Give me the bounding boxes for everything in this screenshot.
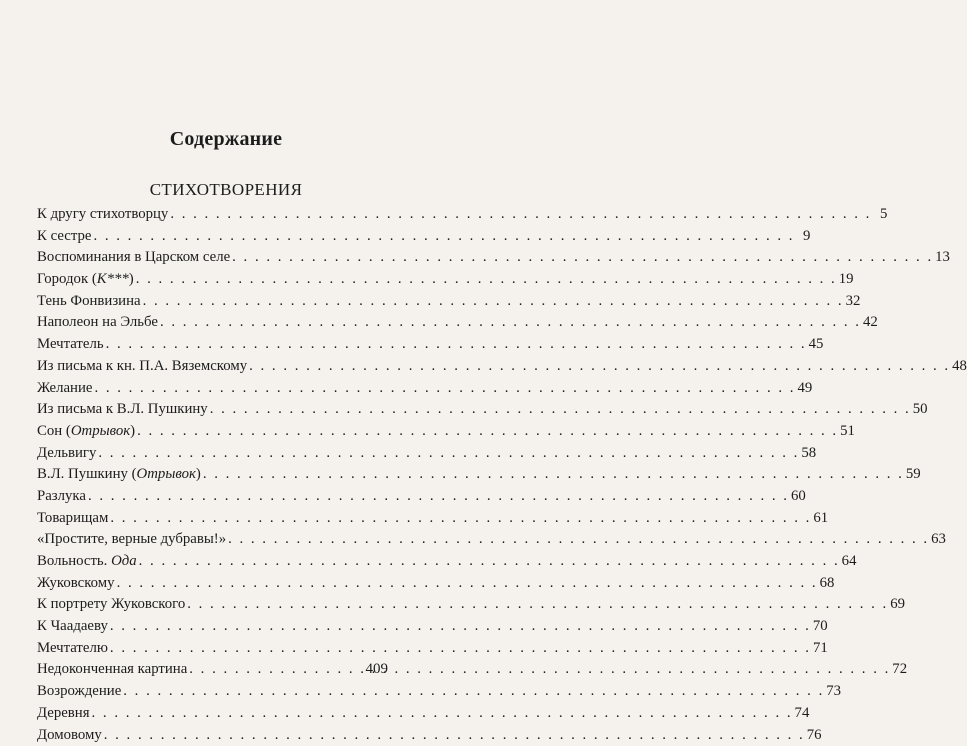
toc-entry-page: 48 [952, 356, 967, 378]
toc-entry-page: 49 [797, 378, 812, 400]
toc-entry-title [37, 269, 134, 291]
toc-entry-title [37, 291, 141, 313]
toc-entry [37, 291, 388, 313]
toc-entry-title [37, 659, 187, 681]
dot-leader [93, 226, 794, 248]
toc-entry [37, 551, 388, 573]
toc-entry-title-text: Деревня [37, 705, 90, 721]
toc-entry-page: 5 [873, 204, 887, 226]
toc-entry-title [37, 399, 208, 421]
toc-entry-title-text: К портрету Жуковского [37, 596, 185, 612]
toc-entry-title-text: Дельвигу [37, 445, 96, 461]
toc-entry-title [37, 443, 96, 465]
toc-entry-title [37, 681, 121, 703]
toc-entry-title-italic: Отрывок [137, 466, 196, 482]
toc-entry-page: 63 [931, 529, 946, 551]
toc-entry-title-text: Вольность. [37, 553, 111, 569]
toc-entry-page: 9 [796, 226, 810, 248]
toc-entry-page: 32 [846, 291, 861, 313]
toc-entry-title-text: Товарищам [37, 510, 108, 526]
toc-entry [37, 573, 388, 595]
toc-entry-page: 51 [840, 421, 855, 443]
toc-entry-title-text: Из письма к В.Л. Пушкину [37, 401, 208, 417]
toc-entry [37, 269, 388, 291]
toc-entry [37, 529, 388, 551]
toc-entry-title-italic: Ода [111, 553, 137, 569]
toc-entry-title-text: Воспоминания в Царском селе [37, 249, 230, 265]
toc-entry [37, 681, 388, 703]
dot-leader [187, 594, 888, 616]
toc-entry-title-text: К другу стихотворцу [37, 206, 168, 222]
book-page [0, 0, 452, 719]
page-number: 409 [343, 661, 388, 678]
toc-entry-title [37, 226, 91, 248]
table-of-contents [37, 204, 388, 746]
toc-entry-page: 68 [820, 573, 835, 595]
toc-entry [37, 594, 388, 616]
toc-entry-title-text: Мечтателю [37, 640, 108, 656]
toc-entry-title-text: Наполеон на Эльбе [37, 314, 158, 330]
toc-entry [37, 486, 388, 508]
toc-entry-title [37, 486, 86, 508]
toc-entry-title [37, 594, 185, 616]
toc-entry-page: 42 [863, 312, 878, 334]
toc-entry [37, 464, 388, 486]
toc-entry-title [37, 573, 115, 595]
toc-entry-title [37, 378, 92, 400]
toc-entry-title [37, 551, 137, 573]
toc-entry-title-text: Городок ( [37, 271, 97, 287]
toc-entry-page: 71 [813, 638, 828, 660]
toc-entry [37, 421, 388, 443]
toc-entry [37, 638, 388, 660]
toc-entry-title [37, 464, 201, 486]
toc-entry [37, 725, 388, 746]
dot-leader [232, 247, 933, 269]
toc-entry-page: 76 [807, 725, 822, 746]
toc-entry-title-text: Тень Фонвизина [37, 293, 141, 309]
toc-entry-page: 60 [791, 486, 806, 508]
toc-entry-title-text: К Чаадаеву [37, 618, 108, 634]
toc-entry [37, 312, 388, 334]
toc-entry-page: 61 [813, 508, 828, 530]
toc-entry-page: 19 [839, 269, 854, 291]
toc-entry-title-italic: К*** [97, 271, 129, 287]
toc-entry-page: 70 [813, 616, 828, 638]
toc-entry-page: 72 [892, 659, 907, 681]
toc-entry [37, 226, 388, 248]
dot-leader [170, 204, 871, 226]
toc-entry-title-suffix: ) [130, 423, 135, 439]
toc-entry-title-text: Недоконченная картина [37, 661, 187, 677]
dot-leader [117, 573, 818, 595]
toc-entry-title-text: «Простите, верные дубравы!» [37, 531, 226, 547]
toc-entry [37, 616, 388, 638]
toc-entry-title-text: К сестре [37, 228, 91, 244]
toc-entry [37, 508, 388, 530]
toc-entry [37, 247, 388, 269]
toc-entry-title-text: Желание [37, 380, 92, 396]
dot-leader [106, 334, 807, 356]
dot-leader [123, 681, 824, 703]
dot-leader [110, 616, 811, 638]
toc-entry [37, 356, 388, 378]
dot-leader [249, 356, 950, 378]
dot-leader [110, 638, 811, 660]
toc-entry-page: 69 [890, 594, 905, 616]
toc-entry [37, 204, 388, 226]
dot-leader [143, 291, 844, 313]
toc-entry-title-text: Из письма к кн. П.А. Вяземскому [37, 358, 247, 374]
toc-entry-title-text: Разлука [37, 488, 86, 504]
toc-entry-page: 50 [913, 399, 928, 421]
dot-leader [203, 464, 904, 486]
toc-entry-title [37, 204, 168, 226]
toc-entry-page: 73 [826, 681, 841, 703]
toc-entry-title-text: Возрождение [37, 683, 121, 699]
toc-entry-title-text: Домовому [37, 727, 102, 743]
toc-entry-page: 59 [906, 464, 921, 486]
toc-entry-title [37, 312, 158, 334]
toc-entry-title [37, 421, 135, 443]
toc-entry-page: 58 [801, 443, 816, 465]
section-title: СТИХОТВОРЕНИЯ [0, 180, 452, 200]
dot-leader [92, 703, 793, 725]
dot-leader [110, 508, 811, 530]
dot-leader [189, 659, 890, 681]
toc-entry [37, 334, 388, 356]
toc-entry-title-text: Сон ( [37, 423, 71, 439]
toc-entry-title [37, 616, 108, 638]
toc-entry-page: 13 [935, 247, 950, 269]
page-title: Содержание [0, 128, 452, 151]
toc-entry-title [37, 703, 90, 725]
toc-entry-page: 64 [842, 551, 857, 573]
toc-entry-page: 45 [809, 334, 824, 356]
toc-entry-title-text: В.Л. Пушкину ( [37, 466, 137, 482]
dot-leader [98, 443, 799, 465]
toc-entry-title [37, 334, 104, 356]
toc-entry [37, 659, 388, 681]
toc-entry [37, 443, 388, 465]
toc-entry [37, 703, 388, 725]
toc-entry-title [37, 356, 247, 378]
toc-entry [37, 378, 388, 400]
dot-leader [94, 378, 795, 400]
toc-entry-title-text: Жуковскому [37, 575, 115, 591]
toc-entry-title [37, 725, 102, 746]
dot-leader [136, 269, 837, 291]
toc-entry-title [37, 529, 226, 551]
toc-entry-title-text: Мечтатель [37, 336, 104, 352]
dot-leader [160, 312, 861, 334]
toc-entry-title [37, 247, 230, 269]
dot-leader [137, 421, 838, 443]
dot-leader [228, 529, 929, 551]
toc-entry-title-italic: Отрывок [71, 423, 130, 439]
toc-entry [37, 399, 388, 421]
toc-entry-title-suffix: ) [129, 271, 134, 287]
dot-leader [88, 486, 789, 508]
toc-entry-title-suffix: ) [196, 466, 201, 482]
dot-leader [210, 399, 911, 421]
toc-entry-page: 74 [795, 703, 810, 725]
dot-leader [139, 551, 840, 573]
dot-leader [104, 725, 805, 746]
toc-entry-title [37, 638, 108, 660]
toc-entry-title [37, 508, 108, 530]
